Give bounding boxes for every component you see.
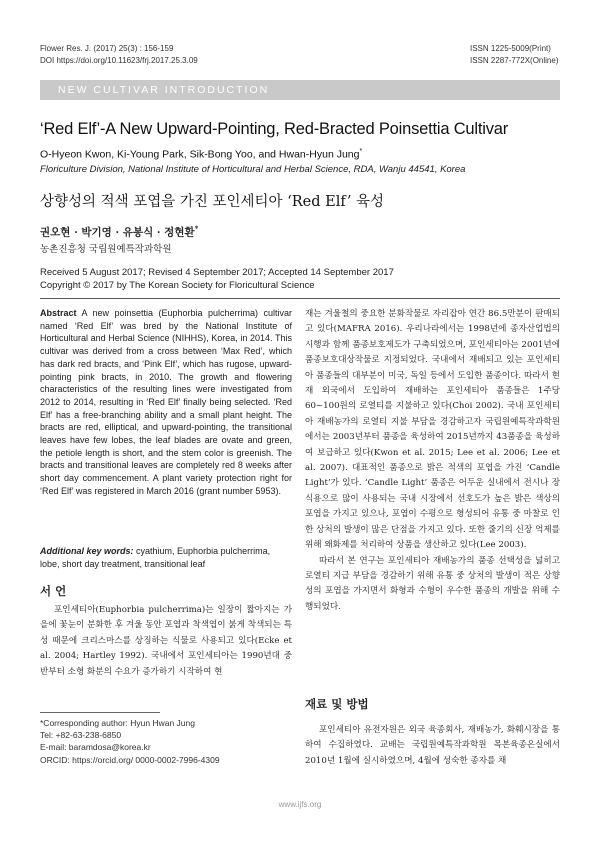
corresponding-email[interactable]: E-mail: baramdosa@korea.kr xyxy=(40,742,151,753)
article-type-banner: NEW CULTIVAR INTRODUCTION xyxy=(40,80,560,100)
header-divider xyxy=(40,298,560,299)
doi[interactable]: DOI https://doi.org/10.11623/frj.2017.25.3.09 xyxy=(40,56,198,65)
abstract-text: A new poinsettia (Euphorbia pulcherrima) cultivar named ‘Red Elf’ was bred by the National Institute of Horticultural and Herbal Science (NIHHS), Korea, in 2014. This cultivar was derived from a cross between ‘Max Red’, which has dark red bracts, and ‘Pink Elf’, which has rugose, upward-pointing pink bracts, in 2010. The growth and flowering characteristics of the resulting lines were investigated from 2012 to 2014, resulting in ‘Red Elf’ finally being selected. ‘Red Elf’ has a free-branching ability and a small plant height. The bracts are red, elliptical, and upward-pointing, the transitional leaves have few lobes, the leaf blades are ovate and green, the petiole length is short, and the stem color is greenish. The bracts and transitional leaves are completely red 8 weeks after short day commencement. A plant variety protection right for ‘Red Elf’ was registered in March 2016 (grant number 5953). xyxy=(40,308,292,496)
korean-corresponding-mark: * xyxy=(194,224,199,233)
paper-title: ‘Red Elf’-A New Upward-Pointing, Red-Bracted Poinsettia Cultivar xyxy=(40,120,509,138)
keywords-text: cyathium, Euphorbia pulcherrima, lobe, short day treatment, transitional leaf xyxy=(40,546,271,569)
korean-affiliation: 농촌진흥청 국립원예특작과학원 xyxy=(40,244,172,255)
corresponding-author: *Corresponding author: Hyun Hwan Jung xyxy=(40,718,195,728)
intro-heading: 서 언 xyxy=(40,584,67,598)
intro-objective-paragraph: 따라서 본 연구는 포인세티아 재배농가의 품종 선택성을 넓히고 로열티 지급 부담을 경감하기 위해 유통 중 상처의 발생이 적은 상향성의 포엽을 가지면서 화형과 수형이 우수한 품종의 개발을 위해 수행되었다. xyxy=(305,555,560,612)
journal-website[interactable]: www.ijfs.org xyxy=(278,800,322,809)
correspondence-note xyxy=(40,717,292,766)
issn-online: ISSN 2287-772X(Online) xyxy=(470,56,559,65)
footnote-divider xyxy=(40,712,160,713)
korean-author-line xyxy=(40,224,198,240)
copyright: Copyright © 2017 by The Korean Society for Floricultural Science xyxy=(40,280,315,291)
intro-continued-paragraph: 재는 겨울철의 중요한 분화작물로 자리잡아 연간 86.5만분이 판매되고 있다(MAFRA 2016). 우리나라에서는 1998년에 종자산업법의 시행과 함께 품종보호제도가 구축되었으며, 포인세티아는 2001년에 품종보호대상작물로 지정되었다. 국내에서 재배되고 있는 포인세티아 품종들의 대부분이 미국, 독일 등에서 도입한 품종이다. 따라서 현재 외국에서 도입하여 재배하는 포인세티아 품종들은 1주당 60~100원의 로열티를 지불하고 있다(Choi 2002). 국내 포인세티아 재배농가의 로열티 지불 부담을 경감하고자 국립원예특작과학원에서는 2003년부터 품종을 육성하여 2015년까지 43품종을 육성하여 보급하고 있다(Kwon et al. 2015; Lee et al. 2006; Lee et al. 2007). 대표적인 품종으로 밝은 적색의 포엽을 가진 ‘Candle Light’가 있다. ‘Candle Light’ 품종은 어두운 실내에서 전시나 장식용으로 많이 사용되는 국내 시장에서 선호도가 높은 밝은 색상의 포엽을 가지고 있으나, 포엽이 수평으로 형성되어 유통 중 마찰로 인한 상처의 발생이 많은 단점을 가지고 있다. 또한 줄기의 신장 억제를 위해 왜화제를 처리하여 상품을 생산하고 있다(Lee 2003). xyxy=(305,309,560,551)
corresponding-tel: Tel: +82-63-238-6850 xyxy=(40,730,122,741)
article-history xyxy=(40,266,394,292)
korean-title: 상향성의 적색 포엽을 가진 포인세티아 ‘Red Elf’ 육성 xyxy=(40,194,385,210)
keywords xyxy=(40,545,292,570)
authors: O-Hyeon Kwon, Ki-Young Park, Sik-Bong Yoo, and Hwan-Hyun Jung xyxy=(40,148,360,161)
issn-print: ISSN 1225-5009(Print) xyxy=(470,44,551,53)
dates: Received 5 August 2017; Revised 4 September 2017; Accepted 14 September 2017 xyxy=(40,267,394,278)
journal-citation: Flower Res. J. (2017) 25(3) : 156-159 xyxy=(40,44,174,53)
keywords-label: Additional key words: xyxy=(40,546,134,556)
corresponding-mark: * xyxy=(359,148,363,155)
korean-authors: 권오현 · 박기영 · 유봉식 · 정현환 xyxy=(40,226,195,239)
methods-paragraph: 포인세티아 유전자원은 외국 육종회사, 재배농가, 화훼시장을 통하여 수집하였다. 교배는 국립원예특작과학원 목본육종온실에서 2010년 1월에 실시하였으며, 4월에 성숙한 종자를 채 xyxy=(305,725,560,766)
abstract-label: Abstract xyxy=(40,308,77,318)
right-column-body xyxy=(305,307,560,615)
affiliation: Floriculture Division, National Institute of Horticultural and Herbal Science, RDA, Wanju 44541, Korea xyxy=(40,164,466,175)
abstract xyxy=(40,307,292,498)
intro-body xyxy=(40,603,292,680)
methods-body xyxy=(305,723,560,769)
methods-heading: 재료 및 방법 xyxy=(305,697,369,711)
intro-paragraph: 포인세티아(Euphorbia pulcherrima)는 일장이 짧아지는 가을에 꽃눈이 분화한 후 겨울 동안 포엽과 착색엽이 붉게 착색되는 특성 때문에 크리스마스를 상징하는 식물로 사용되고 있다(Ecke et al. 2004; Hartley 1992). 국내에서 포인세티아는 1990년대 중반부터 소형 화분의 수요가 증가하기 시작하여 현 xyxy=(40,605,292,677)
corresponding-orcid[interactable]: ORCID: https://orcid.org/ 0000-0002-7996-4309 xyxy=(40,754,220,765)
author-line xyxy=(40,148,362,161)
